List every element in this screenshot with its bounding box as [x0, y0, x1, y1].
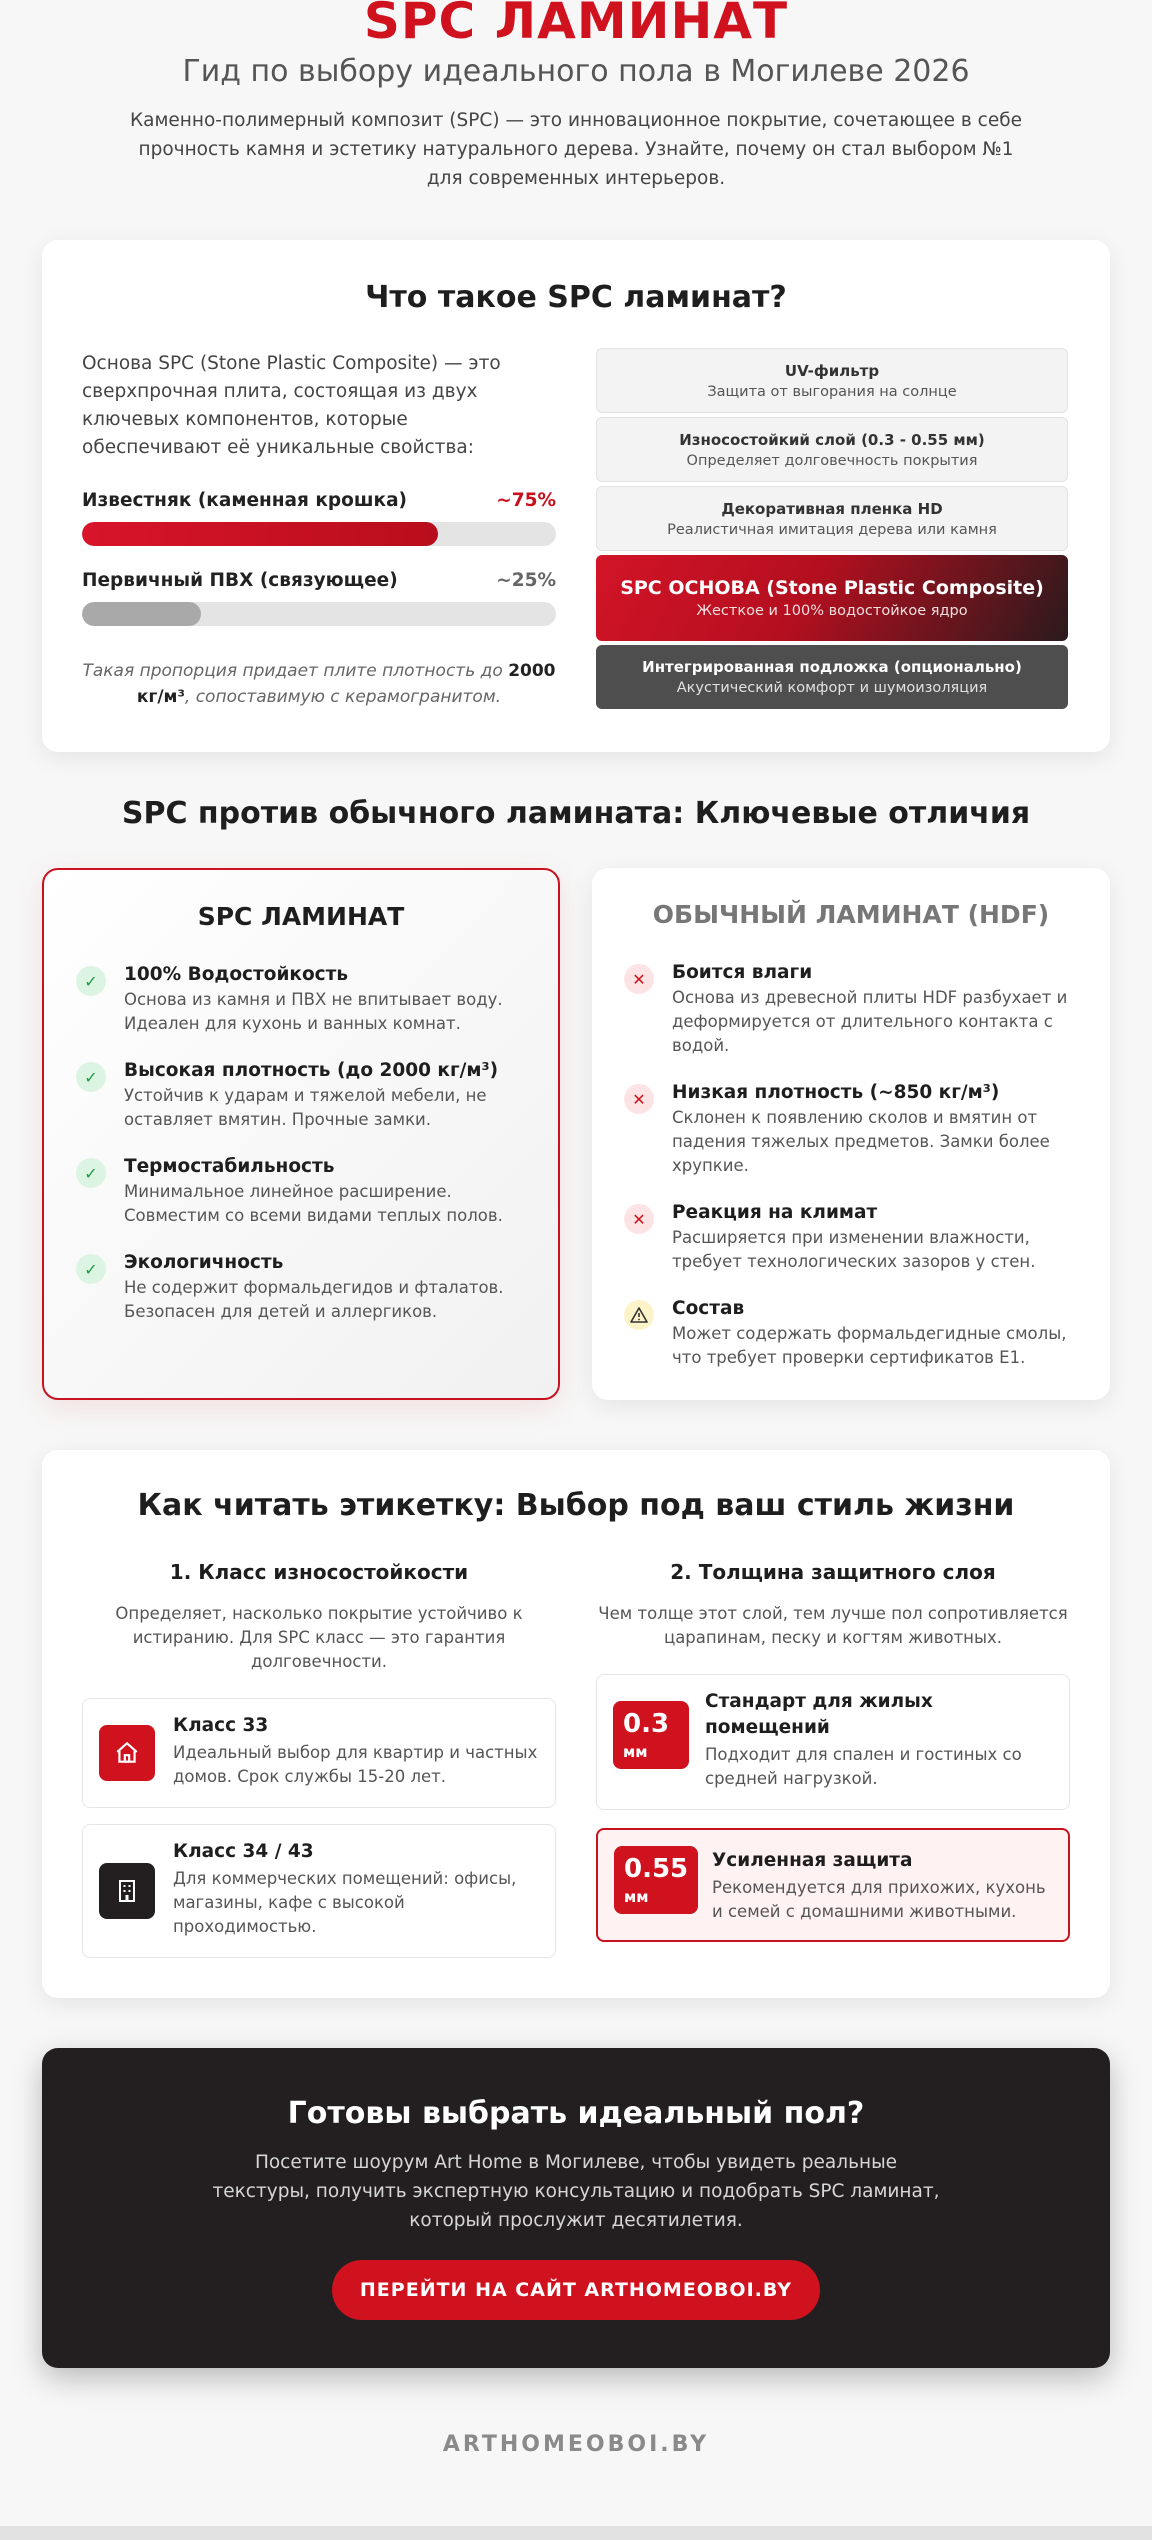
component-pvc-fill: [82, 602, 201, 626]
component-percent: ~25%: [496, 570, 556, 591]
component-limestone-label: [82, 490, 556, 511]
thickness-badge: [613, 1701, 689, 1769]
layer-desc: Жесткое и 100% водостойкое ядро: [696, 603, 968, 619]
layer-desc: Защита от выгорания на солнце: [707, 383, 957, 400]
feature-desc: Не содержит формальдегидов и фталатов. Безопасен для детей и аллергиков.: [124, 1278, 504, 1321]
layer-title: Износостойкий слой (0.3 - 0.55 мм): [679, 430, 985, 449]
layer-title: UV-фильтр: [784, 361, 880, 380]
density-note: [82, 658, 556, 710]
hdf-feature: [624, 1200, 1082, 1274]
feature-title: Боится влаги: [672, 962, 813, 983]
spc-card-title: SPC ЛАМИНАТ: [197, 902, 405, 931]
layer-title: SPC ОСНОВА (Stone Plastic Composite): [620, 577, 1044, 599]
component-name: Известняк (каменная крошка): [82, 490, 408, 511]
feature-title: Термостабильность: [124, 1156, 335, 1177]
spc-intro-text: Основа SPC (Stone Plastic Composite) — это сверхпрочная плита, состоящая из двух ключевых компонентов, которые обеспечивают её уникальные свойства:: [82, 353, 501, 458]
feature-title: Низкая плотность (~850 кг/м³): [672, 1082, 1000, 1103]
option-desc: Идеальный выбор для квартир и частных домов. Срок службы 15-20 лет.: [173, 1743, 538, 1786]
feature-title: 100% Водостойкость: [124, 964, 349, 985]
layer-diagram: [596, 348, 1068, 713]
hdf-feature: [624, 1296, 1082, 1370]
option-desc: Рекомендуется для прихожих, кухонь и семей с домашними животными.: [712, 1878, 1046, 1921]
wear-class-heading: 1. Класс износостойкости: [169, 1560, 469, 1584]
note-bold: 2000 кг/м³: [136, 661, 556, 707]
thickness-heading: 2. Толщина защитного слоя: [670, 1560, 996, 1584]
thickness-unit: мм: [624, 1888, 649, 1906]
layer-desc: Реалистичная имитация дерева или камня: [667, 521, 997, 538]
check-icon: ✓: [76, 1062, 106, 1092]
home-icon: [99, 1725, 155, 1781]
cross-icon: ✕: [624, 964, 654, 994]
bottom-strip: [0, 2526, 1152, 2540]
cross-icon: ✕: [624, 1204, 654, 1234]
feature-title: Экологичность: [124, 1252, 284, 1273]
spc-feature: [76, 1154, 530, 1228]
layer-title: Декоративная пленка HD: [721, 499, 943, 518]
cross-icon: ✕: [624, 1084, 654, 1114]
layer-underlay: [596, 645, 1068, 709]
class-34-43-option: [82, 1824, 556, 1958]
component-limestone-fill: [82, 522, 438, 546]
note-prefix: Такая пропорция придает плите плотность до: [82, 661, 509, 681]
thickness-value: 0.3: [623, 1709, 670, 1739]
hdf-comparison-card: [592, 868, 1110, 1400]
feature-desc: Расширяется при изменении влажности, требует технологических зазоров у стен.: [672, 1228, 1036, 1271]
component-name: Первичный ПВХ (связующее): [82, 570, 398, 591]
page-subtitle: Гид по выбору идеального пола в Могилеве 2026: [182, 54, 970, 89]
cta-block: [42, 2048, 1110, 2368]
warning-icon: [624, 1300, 654, 1330]
thickness-0-55-option: [596, 1828, 1070, 1942]
layer-decor: [596, 486, 1068, 551]
wear-class-desc: Определяет, насколько покрытие устойчиво к истиранию. Для SPC класс — это гарантия долговечности.: [115, 1604, 523, 1671]
class-33-option: [82, 1698, 556, 1808]
option-title: Стандарт для жилых помещений: [705, 1691, 933, 1738]
component-pvc-label: [82, 570, 556, 591]
thickness-value: 0.55: [624, 1854, 689, 1884]
check-icon: ✓: [76, 966, 106, 996]
cta-desc: Посетите шоурум Art Home в Могилеве, чтобы увидеть реальные текстуры, получить экспертную консультацию и подобрать SPC ламинат, который прослужит десятилетия.: [212, 2152, 940, 2231]
hdf-card-title: ОБЫЧНЫЙ ЛАМИНАТ (HDF): [652, 900, 1050, 929]
layer-desc: Акустический комфорт и шумоизоляция: [676, 680, 988, 696]
page-intro: Каменно-полимерный композит (SPC) — это инновационное покрытие, сочетающее в себе прочность камня и эстетику натурального дерева. Узнайте, почему он стал выбором №1 для современных интерьеров.: [129, 110, 1022, 189]
layer-wear: [596, 417, 1068, 482]
hdf-feature: [624, 960, 1082, 1058]
section-title-what-is: Что такое SPC ламинат?: [365, 280, 787, 315]
section-title-label-guide: Как читать этикетку: Выбор под ваш стиль жизни: [137, 1488, 1015, 1523]
feature-desc: Основа из древесной плиты HDF разбухает и деформируется от длительного контакта с водой.: [672, 988, 1068, 1055]
feature-title: Состав: [672, 1298, 745, 1319]
layer-title: Интегрированная подложка (опционально): [642, 658, 1022, 676]
feature-desc: Минимальное линейное расширение. Совместим со всеми видами теплых полов.: [124, 1182, 503, 1225]
feature-desc: Основа из камня и ПВХ не впитывает воду. Идеален для кухонь и ванных комнат.: [124, 990, 503, 1033]
building-icon: [99, 1863, 155, 1919]
layer-desc: Определяет долговечность покрытия: [686, 452, 978, 469]
hdf-feature: [624, 1080, 1082, 1178]
spc-feature: [76, 962, 530, 1036]
thickness-desc: Чем толще этот слой, тем лучше пол сопротивляется царапинам, песку и когтям животных.: [598, 1604, 1068, 1647]
component-pvc-bar: [82, 602, 556, 626]
component-percent: ~75%: [496, 490, 556, 511]
option-title: Класс 33: [173, 1715, 269, 1736]
note-suffix: , сопоставимую с керамогранитом.: [184, 687, 502, 707]
layer-uv: [596, 348, 1068, 413]
option-title: Усиленная защита: [712, 1850, 913, 1871]
spc-comparison-card: [42, 868, 560, 1400]
feature-desc: Устойчив к ударам и тяжелой мебели, не оставляет вмятин. Прочные замки.: [124, 1086, 487, 1129]
feature-title: Реакция на климат: [672, 1202, 878, 1223]
cta-title: Готовы выбрать идеальный пол?: [287, 2096, 865, 2131]
spc-feature: [76, 1058, 530, 1132]
thickness-badge: [614, 1846, 698, 1914]
thickness-unit: мм: [623, 1743, 648, 1761]
component-limestone-bar: [82, 522, 556, 546]
visit-site-button[interactable]: ПЕРЕЙТИ НА САЙТ ARTHOMEOBOI.BY: [332, 2260, 820, 2320]
check-icon: ✓: [76, 1254, 106, 1284]
feature-desc: Склонен к появлению сколов и вмятин от падения тяжелых предметов. Замки более хрупкие.: [672, 1108, 1050, 1175]
spc-feature: [76, 1250, 530, 1324]
option-title: Класс 34 / 43: [173, 1841, 314, 1862]
section-title-comparison: SPC против обычного ламината: Ключевые отличия: [121, 796, 1031, 831]
thickness-0-3-option: [596, 1674, 1070, 1810]
what-is-spc-card: [42, 240, 1110, 752]
check-icon: ✓: [76, 1158, 106, 1188]
page-title: SPC ЛАМИНАТ: [363, 0, 789, 50]
layer-core: [596, 555, 1068, 641]
feature-desc: Может содержать формальдегидные смолы, что требует проверки сертификатов E1.: [672, 1324, 1067, 1367]
feature-title: Высокая плотность (до 2000 кг/м³): [124, 1060, 499, 1081]
option-desc: Для коммерческих помещений: офисы, магазины, кафе с высокой проходимостью.: [173, 1869, 517, 1936]
footer-brand: ARTHOMEOBOI.BY: [442, 2432, 710, 2457]
label-guide-card: [42, 1450, 1110, 1998]
option-desc: Подходит для спален и гостиных со средней нагрузкой.: [705, 1745, 1022, 1788]
